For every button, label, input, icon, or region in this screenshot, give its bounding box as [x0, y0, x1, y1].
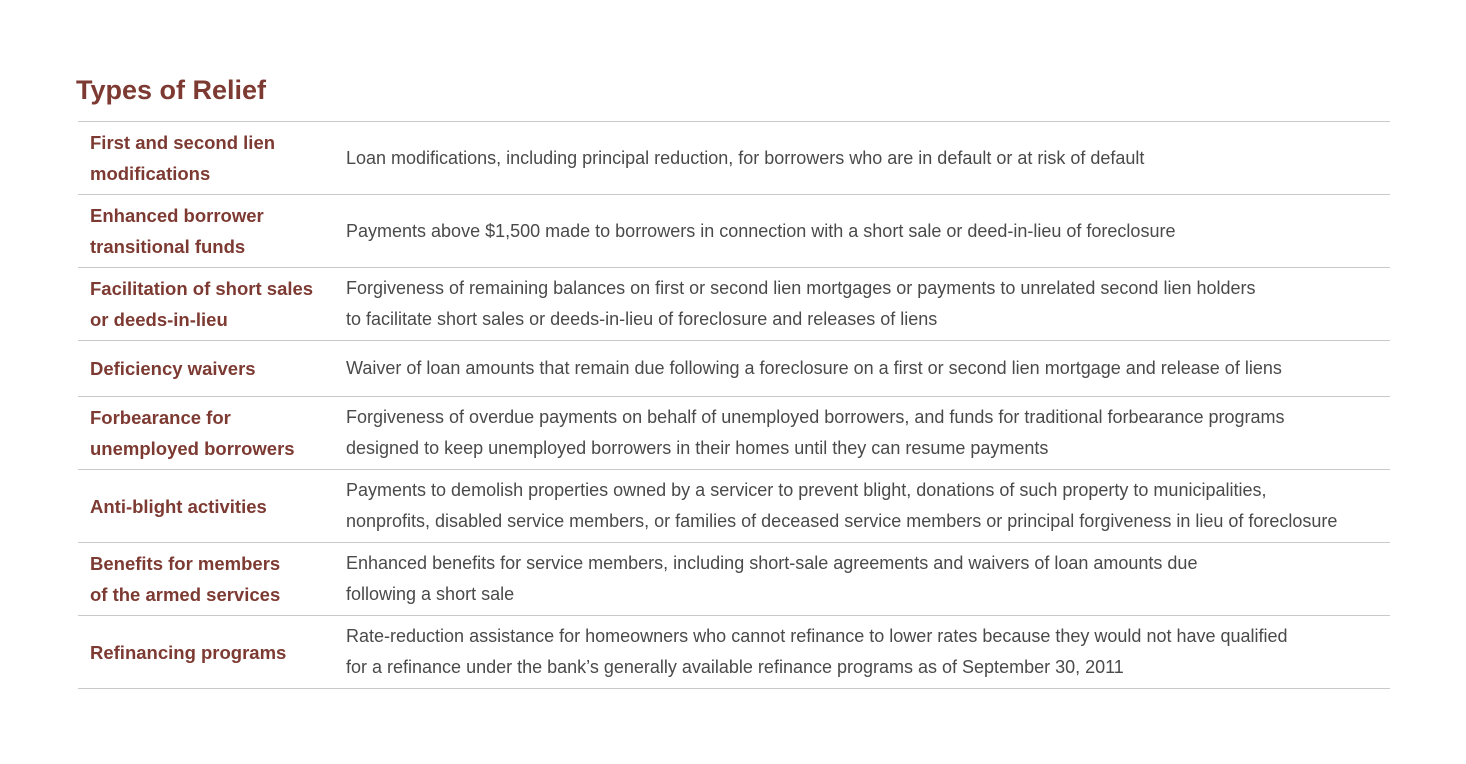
relief-type-term: Anti-blight activities: [90, 495, 267, 517]
table-row: [78, 616, 1390, 689]
table-row: [78, 122, 1390, 195]
table-row: [78, 470, 1390, 543]
relief-type-description: Forgiveness of overdue payments on behalf of unemployed borrowers, and funds for traditional forbearance programs designed to keep unemployed borrowers in their homes until they can resume payments: [346, 407, 1285, 458]
page-title: Types of Relief: [76, 75, 267, 105]
relief-type-description: Payments to demolish properties owned by a servicer to prevent blight, donations of such property to municipalities, nonprofits, disabled service members, or families of deceased service members or principal forgiveness in lieu of foreclosure: [346, 480, 1338, 531]
relief-type-term: First and second lien modifications: [90, 132, 276, 184]
relief-type-description: Rate-reduction assistance for homeowners who cannot refinance to lower rates because they would not have qualified for a refinance under the bank’s generally available refinance programs as of September 30, 2011: [346, 626, 1288, 677]
relief-type-term: Deficiency waivers: [90, 358, 256, 379]
table-row: [78, 195, 1390, 268]
relief-type-description: Forgiveness of remaining balances on first or second lien mortgages or payments to unrelated second lien holders to facilitate short sales or deeds-in-lieu of foreclosure and releases of liens: [346, 278, 1256, 329]
table-row: [78, 268, 1390, 341]
relief-type-term: Facilitation of short sales or deeds-in-lieu: [90, 278, 314, 330]
relief-type-term: Benefits for members of the armed services: [90, 553, 281, 605]
relief-types-table: [78, 121, 1390, 689]
table-row: [78, 543, 1390, 616]
relief-type-description: Payments above $1,500 made to borrowers in connection with a short sale or deed-in-lieu of foreclosure: [346, 220, 1176, 241]
table-row: [78, 341, 1390, 397]
relief-type-term: Enhanced borrower transitional funds: [90, 205, 264, 257]
relief-type-description: Waiver of loan amounts that remain due following a foreclosure on a first or second lien mortgage and release of liens: [346, 358, 1282, 378]
table-row: [78, 397, 1390, 470]
relief-type-term: Forbearance for unemployed borrowers: [90, 407, 295, 459]
relief-type-term: Refinancing programs: [90, 641, 287, 663]
relief-type-description: Enhanced benefits for service members, including short-sale agreements and waivers of loan amounts due following a short sale: [346, 553, 1198, 604]
relief-type-description: Loan modifications, including principal reduction, for borrowers who are in default or at risk of default: [346, 147, 1145, 168]
